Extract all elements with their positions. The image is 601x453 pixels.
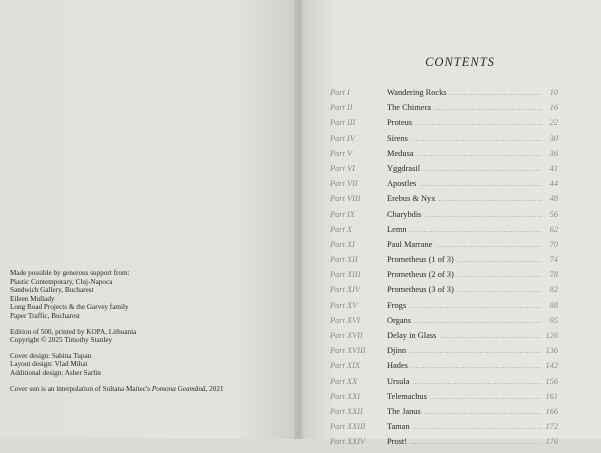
dot-leader: [413, 423, 541, 431]
contents-entry: [330, 407, 558, 422]
entry-page-number: 56: [549, 209, 558, 219]
dot-leader: [435, 241, 541, 249]
dot-leader: [424, 408, 541, 416]
support-block: [10, 269, 290, 321]
dot-leader: [439, 332, 541, 340]
dot-leader: [450, 89, 541, 97]
entry-page-number: 22: [549, 118, 558, 128]
entry-page-number: 78: [549, 270, 558, 280]
dot-leader: [457, 271, 541, 279]
entry-title: Taman: [387, 422, 410, 432]
contents-entry: [330, 149, 558, 164]
entry-title: Prost!: [387, 437, 408, 447]
entry-page-number: 142: [545, 361, 558, 371]
support-line: Paper Traffic, Bucharest: [10, 311, 80, 320]
dot-leader: [410, 438, 541, 446]
contents-entry: [330, 164, 558, 179]
entry-page-number: 10: [549, 88, 558, 97]
entry-title: Charybdis: [387, 209, 422, 219]
entry-title: Sirens: [387, 133, 408, 143]
contents-entry: [330, 377, 558, 392]
entry-page-number: 74: [549, 255, 558, 265]
dot-leader: [457, 286, 541, 294]
cover-note-line: [10, 385, 290, 394]
dot-leader: [434, 104, 541, 112]
entry-title: The Janus: [387, 406, 421, 416]
entry-title: Erebus & Nyx: [387, 194, 436, 204]
support-line: Made possible by generous support from:: [10, 269, 130, 277]
entry-page-number: 172: [545, 422, 558, 432]
contents-entry: [330, 103, 558, 118]
entry-title: Wandering Rocks: [387, 88, 447, 97]
entry-title: Medusa: [387, 148, 414, 158]
entry-title: Ursula: [387, 376, 410, 386]
dot-leader: [411, 135, 541, 143]
contents-entry: [330, 361, 558, 376]
entry-page-number: 161: [545, 391, 558, 401]
design-line: Layout design: Vlad Mihai: [10, 360, 88, 369]
support-line: Plastic Contemporary, Cluj-Napoca: [10, 277, 113, 286]
dot-leader: [409, 302, 541, 310]
entry-part-number: Part III: [330, 118, 356, 128]
entry-part-number: Part II: [330, 103, 353, 113]
contents-title: CONTENTS: [425, 55, 495, 69]
dot-leader: [415, 119, 541, 127]
contents-entry: [330, 331, 558, 346]
entry-part-number: Part XXIII: [330, 422, 366, 432]
contents-entry: [330, 392, 558, 407]
entry-page-number: 126: [545, 331, 558, 340]
contents-entry: [330, 270, 558, 285]
entry-title: Prometheus (2 of 3): [387, 270, 454, 280]
entry-part-number: Part XIX: [330, 361, 361, 371]
contents-entry: [330, 437, 558, 452]
entry-page-number: 166: [545, 406, 558, 416]
dot-leader: [438, 195, 541, 203]
contents-entry: [330, 194, 558, 209]
support-line: Long Road Projects & the Garvey family: [10, 303, 129, 312]
entry-page-number: 48: [549, 194, 558, 204]
entry-title: Prometheus (1 of 3): [387, 255, 454, 265]
entry-page-number: 44: [549, 179, 558, 189]
entry-title: Delay in Glass: [387, 331, 437, 340]
entry-part-number: Part XI: [330, 239, 355, 249]
entry-page-number: 176: [545, 437, 558, 447]
dot-leader: [411, 362, 541, 370]
entry-part-number: Part VIII: [330, 194, 361, 204]
dot-leader: [457, 256, 541, 264]
dot-leader: [412, 378, 541, 386]
contents-entry: [330, 134, 558, 149]
entry-part-number: Part IV: [330, 133, 355, 143]
entry-title: Paul Marrane: [387, 239, 433, 249]
dot-leader: [410, 226, 541, 234]
contents-list: [330, 88, 558, 453]
entry-page-number: 70: [549, 239, 558, 249]
left-page: [0, 0, 296, 439]
entry-part-number: Part VI: [330, 163, 355, 173]
cover-note-prefix: Cover sun is an interpolation of Sultana Maitec's: [10, 384, 152, 393]
entry-part-number: Part XV: [330, 300, 358, 310]
contents-entry: [330, 225, 558, 240]
contents-entry: [330, 240, 558, 255]
cover-note-suffix: , 2021: [205, 384, 224, 393]
contents-entry: [330, 301, 558, 316]
dot-leader: [409, 347, 541, 355]
entry-part-number: Part VII: [330, 179, 358, 189]
dot-leader: [419, 180, 541, 188]
entry-title: Frogs: [387, 300, 407, 310]
entry-title: Prometheus (3 of 3): [387, 285, 454, 295]
entry-part-number: Part XXIV: [330, 437, 366, 447]
contents-entry: [330, 422, 558, 437]
entry-page-number: 30: [549, 133, 558, 143]
dot-leader: [414, 317, 541, 325]
entry-title: Organs: [387, 315, 412, 325]
entry-part-number: Part XII: [330, 255, 358, 265]
entry-page-number: 136: [545, 346, 558, 356]
contents-entry: [330, 255, 558, 270]
entry-part-number: Part I: [330, 88, 350, 97]
contents-entry: [330, 179, 558, 194]
entry-title: Apostles: [387, 179, 417, 189]
entry-page-number: 88: [549, 300, 558, 310]
design-line: Cover design: Sabina Tupan: [10, 351, 92, 360]
entry-title: Yggdrasil: [387, 163, 421, 173]
entry-title: Proteus: [387, 118, 413, 128]
design-block: [10, 352, 290, 378]
entry-part-number: Part XIII: [330, 270, 361, 280]
entry-page-number: 156: [545, 376, 558, 386]
dot-leader: [430, 393, 541, 401]
entry-part-number: Part IX: [330, 209, 355, 219]
entry-part-number: Part V: [330, 148, 353, 158]
support-line: Eileen Mullady: [10, 294, 55, 303]
entry-part-number: Part XVI: [330, 315, 361, 325]
copyright-line: Copyright © 2025 Timothy Stanley: [10, 336, 113, 345]
entry-part-number: Part XIV: [330, 285, 361, 295]
entry-part-number: Part XVIII: [330, 346, 366, 356]
entry-title: Lemn: [387, 224, 407, 234]
entry-part-number: Part XXI: [330, 391, 361, 401]
dot-leader: [417, 150, 541, 158]
entry-part-number: Part XVII: [330, 331, 363, 340]
entry-part-number: Part XXII: [330, 406, 363, 416]
support-line: Sandwich Gallery, Bucharest: [10, 286, 94, 295]
entry-page-number: 82: [549, 285, 558, 295]
cover-artwork-title: Pomona Geamănă: [151, 384, 206, 393]
entry-title: Djinn: [387, 346, 407, 356]
colophon: [10, 269, 290, 400]
contents-entry: [330, 210, 558, 225]
entry-part-number: Part XX: [330, 376, 358, 386]
edition-line: Edition of 500, printed by KOPA, Lithuania: [10, 327, 137, 336]
entry-page-number: 62: [549, 224, 558, 234]
dot-leader: [423, 165, 541, 173]
design-line: Additional design: Asher Sarlin: [10, 368, 101, 377]
contents-entry: [330, 316, 558, 331]
contents-entry: [330, 346, 558, 361]
contents-entry: [330, 285, 558, 300]
edition-block: [10, 328, 290, 345]
entry-part-number: Part X: [330, 224, 353, 234]
contents-entry: [330, 118, 558, 133]
entry-page-number: 36: [549, 148, 558, 158]
entry-page-number: 95: [549, 315, 558, 325]
entry-title: Hades: [387, 361, 408, 371]
dot-leader: [424, 211, 541, 219]
contents-entry: [330, 88, 558, 103]
entry-page-number: 41: [549, 163, 558, 173]
cover-note: [10, 385, 290, 394]
entry-title: Telemachus: [387, 391, 427, 401]
entry-title: The Chimera: [387, 103, 431, 113]
entry-page-number: 16: [549, 103, 558, 113]
